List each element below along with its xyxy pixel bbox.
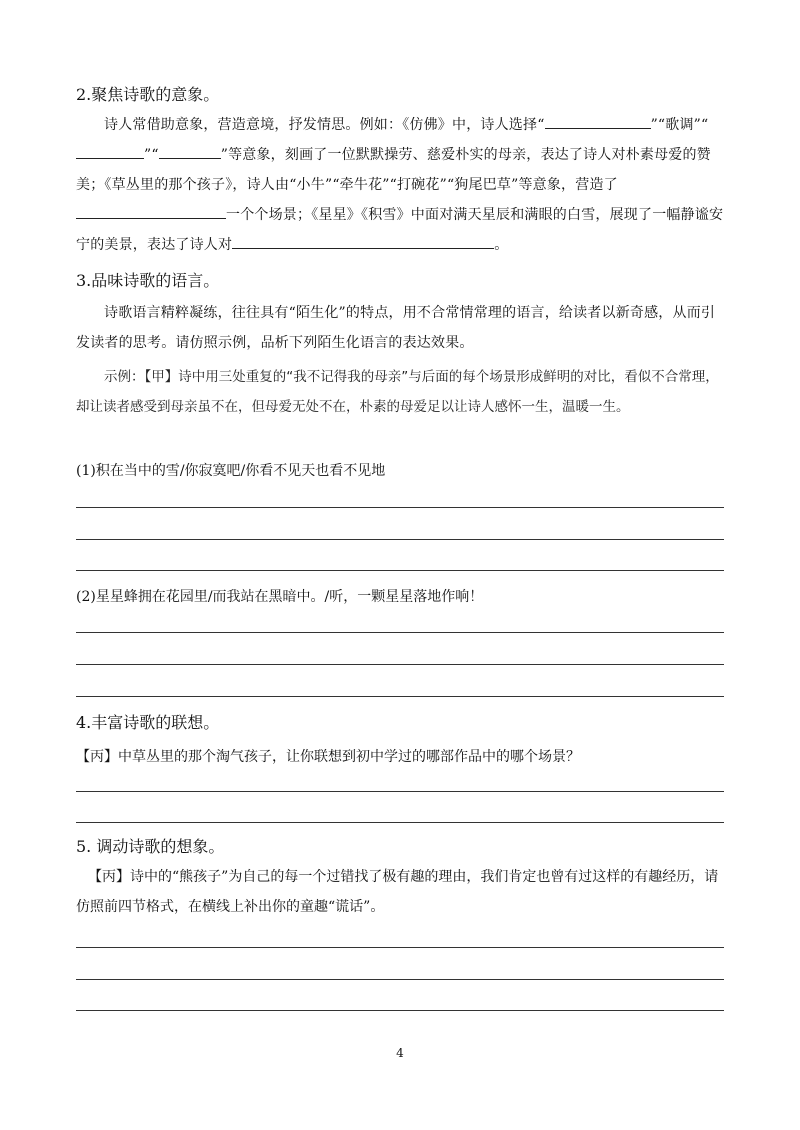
section2-paragraph: [76, 110, 726, 260]
answer-line[interactable]: [76, 696, 724, 697]
section5-question: 【丙】诗中的“熊孩子”为自己的每一个过错找了极有趣的理由，我们肯定也曾有过这样的有趣经历，请仿照前四节格式，在横线上补出你的童趣“谎话”。: [76, 869, 719, 915]
answer-line[interactable]: [76, 947, 724, 948]
section2-text-3: ”“: [144, 147, 159, 163]
answer-line[interactable]: [76, 570, 724, 571]
answer-line[interactable]: [76, 507, 724, 508]
section3-heading: 3.品味诗歌的语言。: [76, 271, 220, 290]
answer-blank-2[interactable]: [76, 142, 144, 159]
answer-line[interactable]: [76, 539, 724, 540]
section2-text-2: ”“歌调”“: [650, 117, 709, 133]
answer-line[interactable]: [76, 632, 724, 633]
answer-line[interactable]: [76, 1010, 724, 1011]
section2-text-1: 诗人常借助意象，营造意境，抒发情思。例如：《仿佛》中，诗人选择“: [104, 117, 545, 133]
answer-line[interactable]: [76, 822, 724, 823]
answer-blank-4[interactable]: [76, 202, 226, 219]
section2-text-6: 。: [494, 237, 509, 253]
section2-heading: 2.聚焦诗歌的意象。: [76, 85, 220, 104]
section3-question-2: (2)星星蜂拥在花园里/而我站在黑暗中。/听，一颗星星落地作响！: [76, 589, 484, 605]
answer-line[interactable]: [76, 979, 724, 980]
page-number: 4: [396, 1046, 404, 1060]
section2-text-5: 一个个场景；《星星》《积雪》中面对满天星辰和满眼的白雪，展现了一幅静谧安宁的美景，表达了诗人对: [76, 207, 724, 253]
section5-heading: 5. 调动诗歌的想象。: [76, 837, 225, 856]
section4-heading: 4.丰富诗歌的联想。: [76, 713, 220, 732]
section2-text-4: ”等意象，刻画了一位默默操劳、慈爱朴实的母亲，表达了诗人对朴素母爱的赞美；《草丛里的那个孩子》，诗人由“小牛”“牵牛花”“打碗花”“狗尾巴草”等意象，营造了: [76, 147, 711, 193]
section3-example: 示例：【甲】诗中用三处重复的“我不记得我的母亲”与后面的每个场景形成鲜明的对比，看似不合常理，却让读者感受到母亲虽不在，但母爱无处不在，朴素的母爱足以让诗人感怀一生，温暖一生。: [76, 369, 719, 415]
answer-blank-5[interactable]: [232, 232, 494, 249]
answer-blank-1[interactable]: [545, 112, 651, 129]
answer-line[interactable]: [76, 664, 724, 665]
section3-intro: 诗歌语言精粹凝练，往往具有“陌生化”的特点，用不合常情常理的语言，给读者以新奇感，从而引发读者的思考。请仿照示例，品析下列陌生化语言的表达效果。: [76, 305, 716, 351]
answer-line[interactable]: [76, 791, 724, 792]
section4-question: 【丙】中草丛里的那个淘气孩子，让你联想到初中学过的哪部作品中的哪个场景？: [76, 749, 580, 765]
section3-question-1: (1)积在当中的雪/你寂寞吧/你看不见天也看不见地: [76, 463, 386, 479]
answer-blank-3[interactable]: [159, 142, 221, 159]
